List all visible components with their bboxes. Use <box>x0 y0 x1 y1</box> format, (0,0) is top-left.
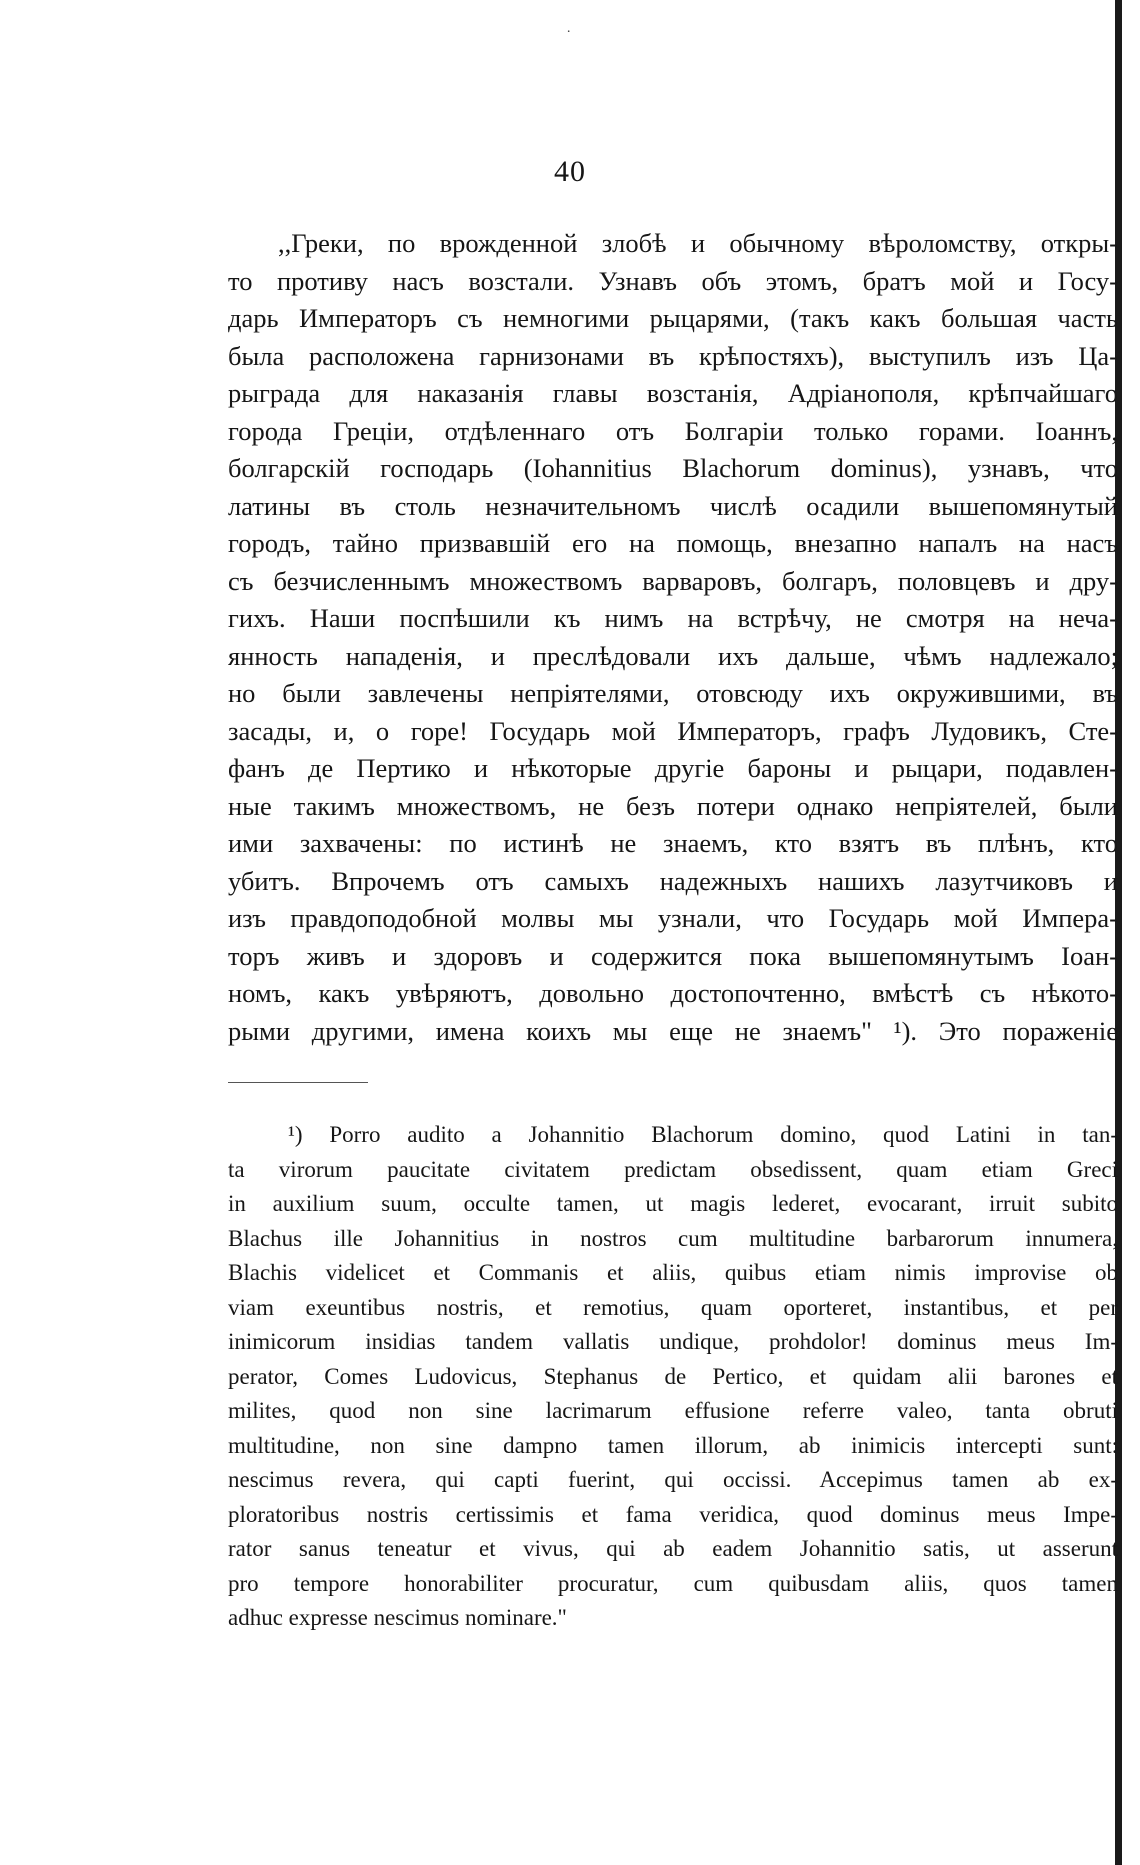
footnote-line: ¹) Porro audito a Johannitio Blachorum domino, quod Latini in tan- <box>288 1122 1118 1147</box>
text-line: фанъ де Пертико и нѣкоторые другіе бароны и рыцари, подавлен- <box>228 753 1118 783</box>
text-line: то противу насъ возстали. Узнавъ объ этомъ, братъ мой и Госу- <box>228 265 1118 296</box>
footnote-line: perator, Comes Ludovicus, Stephanus de Pertico, et quidam alii barones et <box>228 1363 1118 1389</box>
text-line: болгарскій господарь (Iohannitius Blachorum dominus), узнавъ, что <box>228 453 1118 483</box>
text-line: янность нападенія, и преслѣдовали ихъ дальше, чѣмъ надлежало; <box>228 640 1118 671</box>
text-line: латины въ столь незначительномъ числѣ осадили вышепомянутый <box>228 490 1118 521</box>
main-text-block <box>228 225 1118 1050</box>
footnote-block <box>228 1118 1118 1636</box>
footnote-line: Blachis videlicet et Commanis et aliis, quibus etiam nimis improvise ob <box>228 1260 1118 1285</box>
footnote-line: nescimus revera, qui capti fuerint, qui occissi. Accepimus tamen ab ex- <box>228 1467 1118 1492</box>
footnote-line: in auxilium suum, occulte tamen, ut magis lederet, evocarant, irruit subito <box>228 1191 1118 1216</box>
text-line: номъ, какъ увѣряютъ, довольно достопочтенно, вмѣстѣ съ нѣкото- <box>228 978 1118 1008</box>
text-line: торъ живъ и здоровъ и содержится пока вышепомянутымъ Іоан- <box>228 940 1118 971</box>
text-line: была расположена гарнизонами въ крѣпостяхъ), выступилъ изъ Ца- <box>228 340 1118 371</box>
footnote-line: ploratoribus nostris certissimis et fama veridica, quod dominus meus Impe- <box>228 1501 1118 1527</box>
text-line: но были завлечены непріятелями, отовсюду ихъ окружившими, въ <box>228 678 1118 708</box>
footnote-line: pro tempore honorabiliter procuratur, cum quibusdam aliis, quos tamen <box>228 1570 1118 1596</box>
footnote-line: multitudine, non sine dampno tamen illorum, ab inimicis intercepti sunt: <box>228 1432 1118 1458</box>
text-line: рыми другими, имена коихъ мы еще не знаемъ" ¹). Это пораженіе <box>228 1015 1118 1046</box>
text-line: дарь Императоръ съ немногими рыцарями, (такъ какъ большая часть <box>228 303 1118 333</box>
text-line: городъ, тайно призвавшій его на помощь, внезапно напалъ на насъ <box>228 528 1118 558</box>
footnote-line: milites, quod non sine lacrimarum effusione referre valeo, tanta obruti <box>228 1398 1118 1423</box>
text-line: ими захвачены: по истинѣ не знаемъ, кто взятъ въ плѣнъ, кто <box>228 828 1118 858</box>
text-line: рыграда для наказанія главы возстанія, Адріанополя, крѣпчайшаго <box>228 378 1118 408</box>
footnote-line: viam exeuntibus nostris, et remotius, quam oporteret, instantibus, et per <box>228 1294 1118 1320</box>
text-line: города Греціи, отдѣленнаго отъ Болгаріи только горами. Іоаннъ, <box>228 415 1118 446</box>
text-line: ные такимъ множествомъ, не безъ потери однако непріятелей, были <box>228 790 1118 821</box>
footnote-line: adhuc expresse nescimus nominare." <box>228 1605 567 1630</box>
text-line: гихъ. Наши поспѣшили къ нимъ на встрѣчу, не смотря на неча- <box>228 603 1118 633</box>
footnote-line: Blachus ille Johannitius in nostros cum multitudine barbarorum innumera, <box>228 1225 1118 1251</box>
stray-mark: ˙ <box>566 28 572 45</box>
text-line: убитъ. Впрочемъ отъ самыхъ надежныхъ нашихъ лазутчиковъ и <box>228 865 1118 896</box>
text-line: ,,Греки, по врожденной злобѣ и обычному вѣроломству, откры- <box>278 228 1118 258</box>
footnote-line: inimicorum insidias tandem vallatis undique, prohdolor! dominus meus Im- <box>228 1329 1118 1354</box>
text-line: засады, и, о горе! Государь мой Императоръ, графъ Лудовикъ, Сте- <box>228 715 1118 746</box>
footnote-line: ta virorum paucitate civitatem predictam obsedissent, quam etiam Greci <box>228 1156 1118 1182</box>
text-line: изъ правдоподобной молвы мы узнали, что Государь мой Импера- <box>228 903 1118 933</box>
text-line: съ безчисленнымъ множествомъ варваровъ, болгаръ, половцевъ и дру- <box>228 565 1118 596</box>
footnote-line: rator sanus teneatur et vivus, qui ab eadem Johannitio satis, ut asserunt <box>228 1536 1118 1561</box>
page-number: 40 <box>554 155 586 188</box>
footnote-divider <box>228 1082 368 1083</box>
